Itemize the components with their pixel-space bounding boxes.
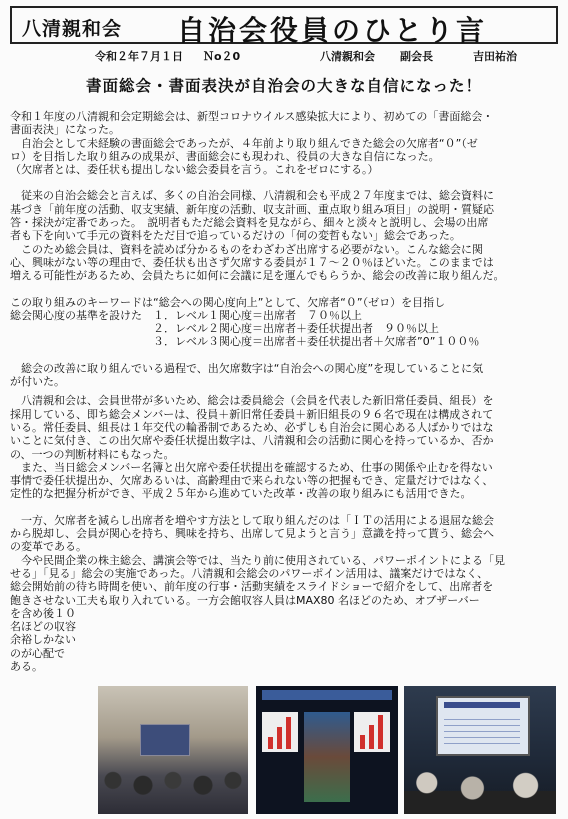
paragraph-background: 従来の自治会総会と言えば、多くの自治会同様、八清親和会も平成２７年度までは、総会資料に 基づき「前年度の活動、収支実績、新年度の活動、収支計画、重点取り組み項目」の説明・質疑応 答・採決が定番であった。 説明者もただ総会資料を見ながら、細々と淡々と説明し、会場の出席 者も下を向いて手元の資料をただ目で追っているだけの「何の変哲もない」総会であった。 このため総会員は、資料を読めば分かるものをわざわざ出席する必要がない。こんな総会に関 心、興味がない等の理由で、委任状も出さず欠席する委員が１７～２０％ほどいた。このままでは 増える可能性があるため、会員たちに如何に会議に足を運んでもらうか、総会の改善に取り組んだ。 [10, 189, 505, 283]
bar [277, 727, 282, 749]
presentation-screen [436, 696, 530, 756]
slide-photo-collage [304, 712, 350, 802]
paragraph-members: 八清親和会は、会員世帯が多いため、総会は委員総会（会員を代表した新旧常任委員、組長）を 採用している、即ち総会メンバーは、役員＋新旧常任委員＋新旧組長の９６名で現在は構成されて いる。常任委員、組長は１年交代の輪番制であるため、必ずしも自治会に関心ある人ばかりではな いことに気付き、この出欠席や委任状提出数字は、八清親和会の活動に関心を持っているか、否か の、一つの判断材料にもなった。 また、当日総会メンバー名簿と出欠席や委任状提出を確認するため、仕事の関係や止むを得ない 事情で委任状提出か、欠席あるいは、高齢理由で来られない等の把握もでき、定量だけではなく、 定性的な把握分析ができ、平成２５年から進めていた改革・改善の取り組みにも活用できた。 [10, 394, 494, 501]
article-body [10, 110, 560, 673]
header-org: 八清親和会 [22, 18, 123, 40]
issue-date: 令和２年７月１日 [95, 50, 183, 63]
audience-screen-photo [404, 686, 556, 814]
slide-chart-right [354, 712, 390, 752]
slide-presentation-photo [256, 686, 398, 814]
author-org: 八清親和会 [320, 50, 375, 63]
paragraph-keyword-levels: この取り組みのキーワードは“総会への関心度向上”として、欠席者“０”（ゼロ）を目指し 総会関心度の基準を設けた １．レベル１関心度＝出席者 ７０％以上 ２．レベル２関心度＝出席者＋委任状提出者 ９０％以上 ３．レベル３関心度＝出席者＋委任状提出者＋欠席者”0”１００％ [10, 295, 480, 349]
author-name: 吉田祐治 [473, 50, 517, 63]
bar [369, 725, 374, 749]
slide-chart-left [262, 712, 298, 752]
slide-title-bar [262, 690, 392, 700]
audience-silhouettes [98, 766, 248, 814]
issue-meta [95, 48, 555, 64]
g [444, 714, 520, 748]
article-headline: 書面総会・書面表決が自治会の大きな自信になった！ [85, 77, 482, 95]
issue-number: Ｎo２0 [203, 50, 241, 63]
bar [378, 715, 383, 749]
paragraph-intro: 令和１年度の八清親和会定期総会は、新型コロナウイルス感染拡大により、初めての「書面総会・ 書面表決」になった。 自治会として未経験の書面総会であったが、４年前より取り組んできた総会の欠席者“０”（ゼ ロ）を目指した取り組みの成果が、書面総会にも現われ、役員の大きな自信になった。 （欠席者とは、委任状も提出しない総会委員を言う。これをゼロにする。） [10, 110, 494, 177]
photo-strip [98, 686, 556, 814]
paragraph-it-usage: 一方、欠席者を減らし出席者を増やす方法として取り組んだのは「ＩＴの活用による退屈な総会 から脱却し、会員が関心を持ち、興味を持ち、出席して見ようと言う」意識を持って貰う、総会へ の変革である。 今や民間企業の株主総会、講演会等では、当たり前に使用されている、パワーポイントによる「見 せる」「見る」総会の実施であった。八清親和会総会のパワーポイン活用は、議案だけではなく、 総会開始前の待ち時間を使い、前年度の行事・活動実績をスライドショーで紹介をして、出席者を 飽きさせない工夫も取り入れている。一方会館収容人員はMAX80 名ほどのため、オブザーバー を含め後１０ 名ほどの収容 余裕しかない のが心配で ある。 [10, 513, 505, 673]
meeting-hall-photo [98, 686, 248, 814]
audience-heads [404, 762, 556, 814]
projector-screen [140, 724, 190, 756]
t [444, 702, 520, 708]
header-box [10, 6, 558, 47]
bar [268, 737, 273, 749]
bar [360, 735, 365, 749]
paragraph-interest: 総会の改善に取り組んでいる過程で、出欠席数字は“自治会への関心度”を現していることに気 が付いた。 [10, 361, 484, 389]
bar [286, 717, 291, 749]
page-title: 自治会役員のひとり言 [177, 14, 488, 47]
author-role: 副会長 [400, 50, 433, 63]
